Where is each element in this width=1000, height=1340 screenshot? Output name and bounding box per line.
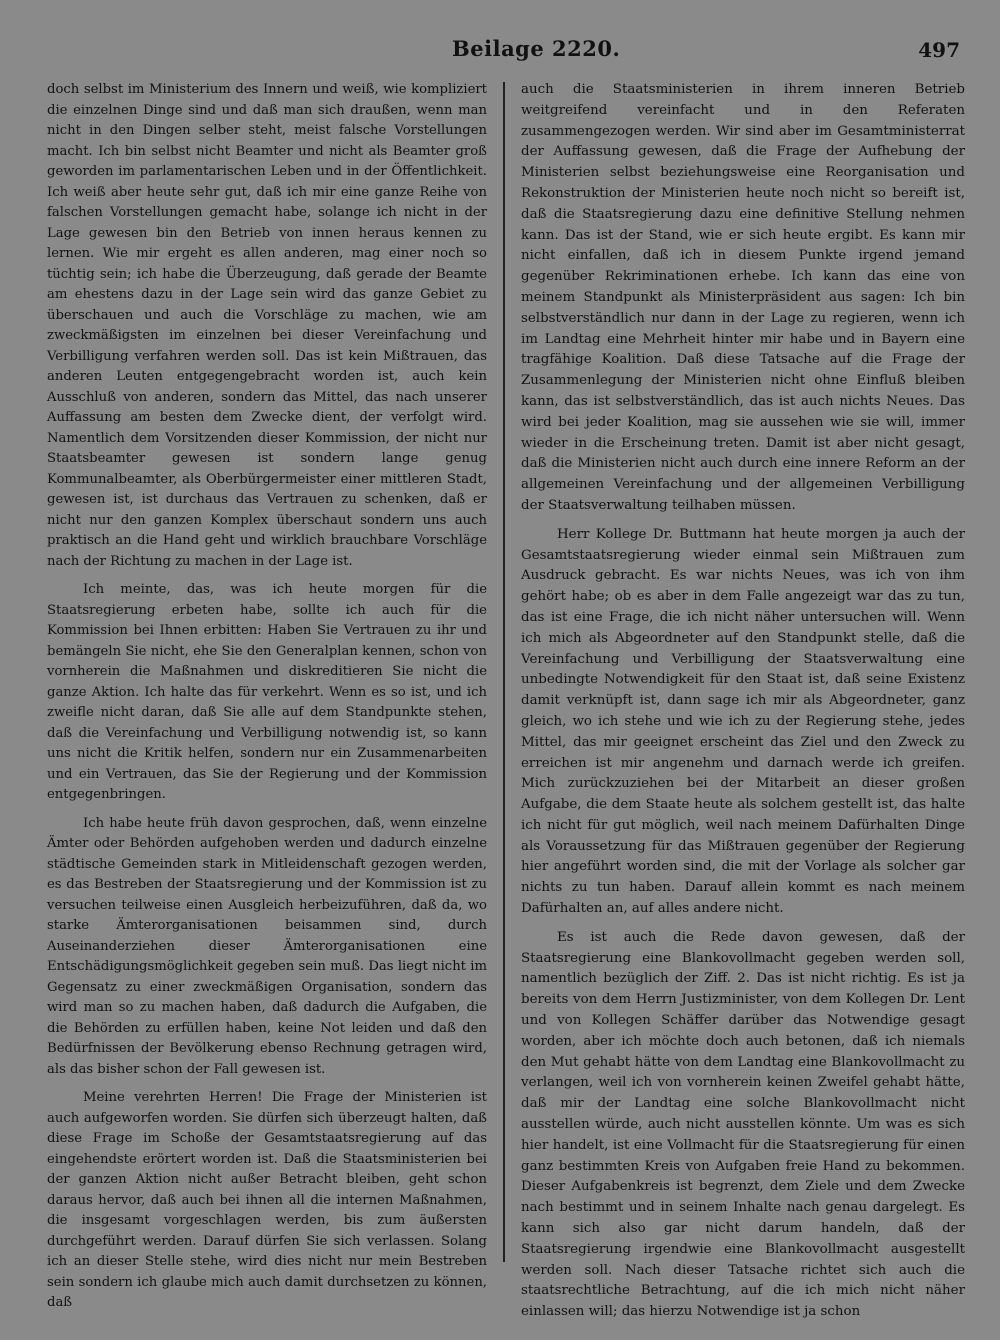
page-header	[0, 36, 1000, 68]
paragraph: Meine verehrten Herren! Die Frage der Ministerien ist auch aufgeworfen worden. Sie dürfen sich überzeugt halten, daß diese Frage im Schoße der Gesamtstaatsregierung auf das eingehendste erörtert worden ist. Daß die Staatsministerien bei der ganzen Aktion nicht außer Betracht bleiben, geht schon daraus hervor, daß auch bei ihnen all die internen Maßnahmen, die insgesamt vorgeschlagen werden, bis zum äußersten durchgeführt werden. Darauf dürfen Sie sich verlassen. Solang ich an dieser Stelle stehe, wird dies nicht nur mein Bestreben sein sondern ich glaube mich auch damit durchsetzen zu können, daß	[47, 1090, 487, 1310]
paragraph: Es ist auch die Rede davon gewesen, daß der Staatsregierung eine Blankovollmacht gegeben werden soll, namentlich bezüglich der Ziff. 2. Das ist nicht richtig. Es ist ja bereits von dem Herrn Justizminister, von dem Kollegen Dr. Lent und von Kollegen Schäffer darüber das Notwendige gesagt worden, aber ich möchte doch auch betonen, daß ich niemals den Mut gehabt hätte von dem Landtag eine Blankovollmacht zu verlangen, weil ich von vornherein keinen Zweifel gehabt hätte, daß mir der Landtag eine solche Blankovollmacht nicht ausstellen würde, auch nicht ausstellen könnte. Um was es sich hier handelt, ist eine Vollmacht für die Staatsregierung für einen ganz bestimmten Kreis von Aufgaben freie Hand zu bekommen. Dieser Aufgabenkreis ist begrenzt, dem Ziele und dem Zwecke nach bestimmt und in seinem Inhalte nach genau dargelegt. Es kann sich also gar nicht darum handeln, daß der Staatsregierung irgendwie eine Blankovollmacht ausgestellt werden soll. Nach dieser Tatsache richtet sich auch die staatsrechtliche Betrachtung, auf die ich mich nicht näher einlassen will; das hierzu Notwendige ist ja schon	[521, 929, 965, 1320]
paragraph: Ich habe heute früh davon gesprochen, daß, wenn einzelne Ämter oder Behörden aufgehoben werden und dadurch einzelne städtische Gemeinden stark in Mitleidenschaft gezogen werden, es das Bestreben der Staatsregierung und der Kommission ist zu versuchen teilweise einen Ausgleich herbeizuführen, daß da, wo starke Ämterorganisationen beisammen sind, durch Auseinanderziehen dieser Ämterorganisationen eine Entschädigungsmöglichkeit gegeben sein muß. Das liegt nicht im Gegensatz zu einer zweckmäßigen Organisation, sondern das wird man so zu machen haben, daß dadurch die Aufgaben, die die Behörden zu erfüllen haben, keine Not leiden und daß den Bedürfnissen der Bevölkerung ebenso Rechnung getragen wird, als das bisher schon der Fall gewesen ist.	[47, 815, 487, 1077]
supplement-title: Beilage 2220.	[452, 36, 621, 61]
left-column	[47, 80, 487, 1314]
paragraph: doch selbst im Ministerium des Innern und weiß, wie kompliziert die einzelnen Dinge sind und daß man sich draußen, wenn man nicht in den Dingen selber steht, meist falsche Vorstellungen macht. Ich bin selbst nicht Beamter und nicht als Beamter groß geworden im parlamentarischen Leben und in der Öffentlichkeit. Ich weiß aber heute sehr gut, daß ich mir eine ganze Reihe von falschen Vorstellungen gemacht habe, solange ich nicht in der Lage gewesen bin den Betrieb von innen heraus kennen zu lernen. Wie mir ergeht es allen anderen, mag einer noch so tüchtig sein; ich habe die Überzeugung, daß gerade der Beamte am ehestens dazu in der Lage sein wird das ganze Gebiet zu überschauen und auch die Vorschläge zu machen, wie am zweckmäßigsten im einzelnen bei dieser Vereinfachung und Verbilligung verfahren werden soll. Das ist kein Mißtrauen, das anderen Leuten entgegengebracht worden ist, auch kein Ausschluß von anderen, sondern das Mittel, das nach unserer Auffassung am besten dem Zwecke dient, der verfolgt wird. Namentlich dem Vorsitzenden dieser Kommission, der nicht nur Staatsbeamter gewesen ist sondern lange genug Kommunalbeamter, als Oberbürgermeister einer mittleren Stadt, gewesen ist, ist durchaus das Vertrauen zu schenken, daß er nicht nur den ganzen Komplex überschaut sondern uns auch praktisch an die Hand geht und wirklich brauchbare Vorschläge nach der Richtung zu machen in der Lage ist.	[47, 82, 487, 569]
column-divider	[503, 82, 505, 1262]
paragraph: Ich meinte, das, was ich heute morgen für die Staatsregierung erbeten habe, sollte ich auch für die Kommission bei Ihnen erbitten: Haben Sie Vertrauen zu ihr und bemängeln Sie nicht, ehe Sie den Generalplan kennen, schon von vornherein die Maßnahmen und diskreditieren Sie nicht die ganze Aktion. Ich halte das für verkehrt. Wenn es so ist, und ich zweifle nicht daran, daß Sie alle auf dem Standpunkte stehen, daß die Vereinfachung und Verbilligung notwendig ist, so kann uns nicht die Kritik helfen, sondern nur ein Zusammenarbeiten und ein Vertrauen, das Sie der Regierung und der Kommission entgegenbringen.	[47, 582, 487, 802]
paragraph: Herr Kollege Dr. Buttmann hat heute morgen ja auch der Gesamtstaatsregierung wieder einmal sein Mißtrauen zum Ausdruck gebracht. Es war nichts Neues, was ich von ihm gehört habe; ob es aber in dem Falle angezeigt war das zu tun, das ist eine Frage, die ich nicht näher untersuchen will. Wenn ich mich als Abgeordneter auf den Standpunkt stelle, daß die Vereinfachung und Verbilligung der Staatsverwaltung eine unbedingte Notwendigkeit für den Staat ist, daß seine Existenz damit verknüpft ist, dann sage ich mir als Abgeordneter, ganz gleich, wo ich stehe und wie ich zu der Regierung stehe, jedes Mittel, das mir geeignet erscheint das Ziel und den Zweck zu erreichen ist mir angenehm und darnach werde ich greifen. Mich zurückzuziehen bei der Mitarbeit an dieser großen Aufgabe, die dem Staate heute als solchem gestellt ist, das halte ich nicht für gut möglich, weil nach meinem Dafürhalten Dinge als Voraussetzung für das Mißtrauen gegenüber der Regierung hier angeführt worden sind, die mit der Vorlage als solcher gar nichts zu tun haben. Darauf allein kommt es nach meinem Dafürhalten an, auf alles andere nicht.	[521, 526, 965, 917]
page-number: 497	[918, 38, 960, 62]
right-column	[521, 80, 965, 1323]
paragraph: auch die Staatsministerien in ihrem inneren Betrieb weitgreifend vereinfacht und in den Referaten zusammengezogen werden. Wir sind aber im Gesamtministerrat der Auffassung gewesen, daß die Frage der Aufhebung der Ministerien selbst beziehungsweise eine Reorganisation und Rekonstruktion der Ministerien heute noch nicht so bereift ist, daß die Staatsregierung dazu eine definitive Stellung nehmen kann. Das ist der Stand, wie er sich heute ergibt. Es kann mir nicht einfallen, daß ich in diesem Punkte irgend jemand gegenüber Rekriminationen erhebe. Ich kann das eine von meinem Standpunkt als Ministerpräsident aus sagen: Ich bin selbstverständlich nur dann in der Lage zu regieren, wenn ich im Landtag eine Mehrheit hinter mir habe und in Bayern eine tragfähige Koalition. Daß diese Tatsache auf die Frage der Zusammenlegung der Ministerien nicht ohne Einfluß bleiben kann, das ist selbstverständlich, das ist auch nichts Neues. Das wird bei jeder Koalition, mag sie aussehen wie sie will, immer wieder in die Erscheinung treten. Damit ist aber nicht gesagt, daß die Ministerien nicht auch durch eine innere Reform an der allgemeinen Vereinfachung und der allgemeinen Verbilligung der Staatsverwaltung teilhaben müssen.	[521, 82, 965, 513]
